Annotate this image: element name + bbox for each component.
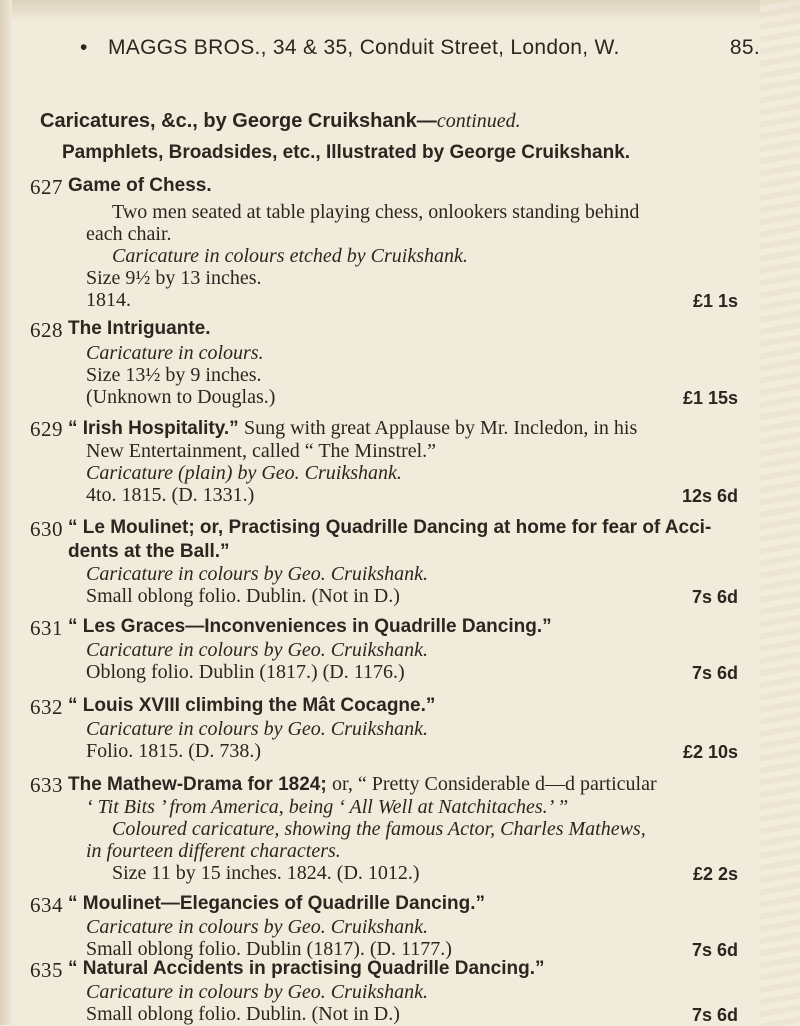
entry-line: Caricature in colours by Geo. Cruikshank. <box>86 916 429 938</box>
entry-title: The Intriguante. <box>68 318 211 339</box>
entry-number: 631 <box>30 616 63 640</box>
header-title: MAGGS BROS., 34 & 35, Conduit Street, London, W. <box>108 36 620 59</box>
entry-line: Caricature in colours. <box>86 342 264 364</box>
entry-line: Caricature (plain) by Geo. Cruikshank. <box>86 462 402 484</box>
entry-title-continuation: dents at the Ball.” <box>68 541 230 562</box>
entry-price: 7s 6d <box>691 663 738 683</box>
paper-top-edge <box>0 0 800 22</box>
entry-title-rest: Sung with great Applause by Mr. Incledon, in his <box>243 417 638 439</box>
entry-number: 627 <box>30 175 63 199</box>
entry-line: New Entertainment, called “ The Minstrel.” <box>86 440 437 462</box>
entry-line: Small oblong folio. Dublin (1817). (D. 1177.) <box>86 938 452 960</box>
entry-line: Small oblong folio. Dublin. (Not in D.) <box>86 1003 400 1025</box>
entry-price: 7s 6d <box>691 1005 738 1025</box>
entry-title: “ Louis XVIII climbing the Mât Cocagne.” <box>68 695 436 716</box>
entry-price: 12s 6d <box>681 486 738 506</box>
entry-line: (Unknown to Douglas.) <box>86 386 276 408</box>
entry-price: £1 1s <box>692 291 738 311</box>
entry-number: 633 <box>30 773 63 797</box>
entry-number: 628 <box>30 318 63 342</box>
entry-title <box>68 773 657 796</box>
entry-title: “ Moulinet—Elegancies of Quadrille Dancing.” <box>68 893 486 914</box>
entry-price: £2 10s <box>682 742 738 762</box>
entry-title <box>68 417 637 440</box>
entry-title-text: The Mathew-Drama for 1824; <box>68 774 327 795</box>
entry-title-rest: or, “ Pretty Considerable d—d particular <box>331 773 657 795</box>
paper-left-edge <box>0 0 12 1025</box>
section-subtitle: Pamphlets, Broadsides, etc., Illustrated by George Cruikshank. <box>62 142 631 163</box>
entry-number: 630 <box>30 517 63 541</box>
page-number: 85. <box>729 36 760 59</box>
entry-price: 7s 6d <box>691 587 738 607</box>
entry-line: Oblong folio. Dublin (1817.) (D. 1176.) <box>86 661 405 683</box>
entry-title: “ Les Graces—Inconveniences in Quadrille Dancing.” <box>68 616 552 637</box>
entry-line: Caricature in colours by Geo. Cruikshank. <box>86 563 429 585</box>
entry-line: Coloured caricature, showing the famous Actor, Charles Mathews, <box>112 818 646 840</box>
entry-number: 634 <box>30 893 63 917</box>
entry-line: Caricature in colours etched by Cruikshank. <box>112 245 468 267</box>
entry-line: 4to. 1815. (D. 1331.) <box>86 484 255 506</box>
entry-line: Size 11 by 15 inches. 1824. (D. 1012.) <box>112 862 420 884</box>
entry-line: Caricature in colours by Geo. Cruikshank. <box>86 718 429 740</box>
entry-line: Folio. 1815. (D. 738.) <box>86 740 261 762</box>
entry-title: “ Natural Accidents in practising Quadrille Dancing.” <box>68 958 545 979</box>
entry-title: “ Le Moulinet; or, Practising Quadrille Dancing at home for fear of Acci- <box>68 517 712 538</box>
section-title <box>40 110 521 133</box>
entry-line: Caricature in colours by Geo. Cruikshank. <box>86 981 429 1003</box>
entry-line: each chair. <box>86 223 172 245</box>
entry-line: ‘ Tit Bits ’ from America, being ‘ All Well at Natchitaches.’ ” <box>86 796 569 818</box>
paper-right-edge <box>760 0 800 1025</box>
entry-line: Caricature in colours by Geo. Cruikshank. <box>86 639 429 661</box>
entry-line: Size 9½ by 13 inches. <box>86 267 262 289</box>
entry-price: 7s 6d <box>691 940 738 960</box>
entry-line: Small oblong folio. Dublin. (Not in D.) <box>86 585 400 607</box>
entry-number: 635 <box>30 958 63 982</box>
section-title-text: Caricatures, &c., by George Cruikshank— <box>40 110 437 132</box>
entry-title: Game of Chess. <box>68 175 212 196</box>
header-bullet: • <box>80 36 88 59</box>
entry-line: in fourteen different characters. <box>86 840 341 862</box>
entry-price: £1 15s <box>682 388 738 408</box>
entry-price: £2 2s <box>692 864 738 884</box>
entry-number: 632 <box>30 695 63 719</box>
entry-title-text: “ Irish Hospitality.” <box>68 418 239 439</box>
entry-line: 1814. <box>86 289 131 311</box>
entry-line: Two men seated at table playing chess, onlookers standing behind <box>112 201 640 223</box>
section-title-continued: continued. <box>436 110 521 132</box>
entry-number: 629 <box>30 417 63 441</box>
entry-line: Size 13½ by 9 inches. <box>86 364 262 386</box>
